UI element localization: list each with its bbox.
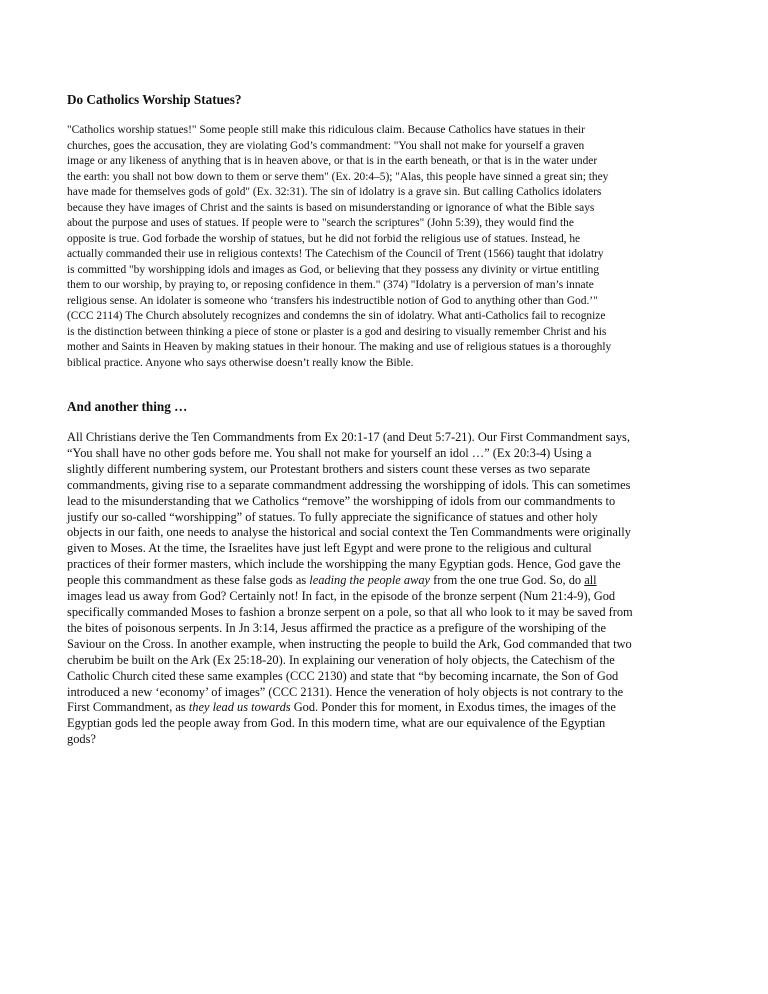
text-run: people this commandment as these false gods as — [67, 573, 310, 588]
text-line: opposite is true. God forbade the worship of statues, but he did not forbid the religious use of statues. Instead, he — [67, 232, 581, 245]
text-run: from the one true God. So, do — [430, 573, 585, 588]
text-line: mother and Saints in Heaven by making statues in their honour. The making and use of religious statues is a thoroughly — [67, 341, 612, 353]
text-line: (CCC 2114) The Church absolutely recognizes and condemns the sin of idolatry. What anti-Catholics fail to recognize — [67, 310, 606, 322]
paragraph-statues — [67, 123, 729, 371]
text-line: All Christians derive the Ten Commandments from Ex 20:1-17 (and Deut 5:7-21). Our First Commandment says, — [67, 430, 630, 444]
text-line: images lead us away from God? Certainly not! In fact, in the episode of the bronze serpent (Num 21:4-9), God — [67, 589, 616, 604]
underlined-text: all — [584, 573, 597, 588]
text-line: because they have images of Christ and the saints is based on misunderstanding or ignorance of what the Bible says — [67, 201, 595, 214]
text-line: is committed "by worshipping idols and images as God, or believing that they possess any divinity or virtue entitling — [67, 263, 600, 276]
italic-text: leading the people away — [309, 573, 431, 588]
text-line: lead to the misunderstanding that we Catholics “remove” the worshipping of idols from our commandments to — [67, 493, 616, 508]
section-heading-statues: Do Catholics Worship Statues? — [67, 92, 242, 107]
text-line — [67, 573, 729, 589]
text-line: objects in our faith, one needs to analyse the historical and social context the Ten Commandments were originally — [67, 525, 631, 540]
text-line: Catholic Church cited these same examples (CCC 2130) and state that “by becoming incarnate, the Son of God — [67, 668, 619, 683]
text-line: is the distinction between thinking a piece of stone or plaster is a god and desiring to visually remember Christ and his — [67, 325, 607, 338]
text-line: biblical practice. Anyone who says otherwise doesn’t really know the Bible. — [67, 356, 414, 369]
text-line: given to Moses. At the time, the Israelites have just left Egypt and were prone to the religious and cultural — [67, 541, 592, 556]
text-line: “You shall have no other gods before me. You shall not make for yourself an idol …” (Ex 20:3-4) Using a — [67, 445, 592, 460]
section-heading-another-thing: And another thing … — [67, 399, 188, 414]
text-line: commandments, giving rise to a separate commandment addressing the worshipping of idols. This can sometimes — [67, 477, 631, 492]
text-line: slightly different numbering system, our Protestant brothers and sisters count these verses as two separate — [67, 461, 591, 476]
text-line: specifically commanded Moses to fashion a bronze serpent on a pole, so that all who look to it may be saved from — [67, 604, 633, 619]
text-line — [67, 700, 729, 716]
text-line: introduced a new ‘economy’ of images” (CCC 2131). Hence the veneration of holy objects is not contrary to the — [67, 684, 624, 699]
text-line: cherubim be built on the Ark (Ex 25:18-20). In explaining our veneration of holy objects, the Catechism of the — [67, 652, 615, 667]
text-line: the bites of poisonous serpents. In Jn 3:14, Jesus affirmed the practice as a prefigure of the worshiping of the — [67, 620, 606, 635]
text-line: actually commanded their use in religious contexts! The Catechism of the Council of Trent (1566) taught that idolatry — [67, 248, 604, 260]
text-line: religious sense. An idolater is someone who ‘transfers his indestructible notion of God to anything other than God.’" — [67, 294, 598, 307]
text-line: them to our worship, by praying to, or reposing confidence in them." (374) "Idolatry is a perversion of man’s innate — [67, 279, 594, 291]
text-line: gods? — [67, 732, 96, 747]
text-line: have made for themselves gods of gold" (Ex. 32:31). The sin of idolatry is a grave sin. But calling Catholics idolaters — [67, 186, 602, 198]
text-run: First Commandment, as — [67, 700, 189, 715]
text-line: "Catholics worship statues!" Some people still make this ridiculous claim. Because Catholics have statues in their — [67, 124, 585, 136]
text-line: the earth: you shall not bow down to them or serve them" (Ex. 20:4–5); "Alas, this people have sinned a great sin; they — [67, 170, 609, 183]
text-line: churches, goes the accusation, they are violating God’s commandment: "You shall not make for yourself a graven — [67, 139, 585, 152]
text-line: practices of their former masters, which include the worshipping the many Egyptian gods. Hence, God gave the — [67, 557, 621, 572]
text-run: God. Ponder this for moment, in Exodus times, the images of the — [290, 700, 616, 715]
paragraph-another-thing — [67, 430, 729, 748]
text-line: image or any likeness of anything that is in heaven above, or that is in the earth beneath, or that is in the water under — [67, 155, 598, 167]
text-line: Egyptian gods led the people away from God. In this modern time, what are our equivalence of the Egyptian — [67, 716, 606, 731]
text-line: justify our so-called “worshipping” of statues. To fully appreciate the significance of statues and other holy — [67, 509, 598, 524]
text-line: about the purpose and uses of statues. If people were to "search the scriptures" (John 5:39), they would find the — [67, 217, 574, 229]
text-line: Saviour on the Cross. In another example, when instructing the people to build the Ark, God commanded that two — [67, 636, 632, 651]
italic-text: they lead us towards — [188, 700, 291, 715]
